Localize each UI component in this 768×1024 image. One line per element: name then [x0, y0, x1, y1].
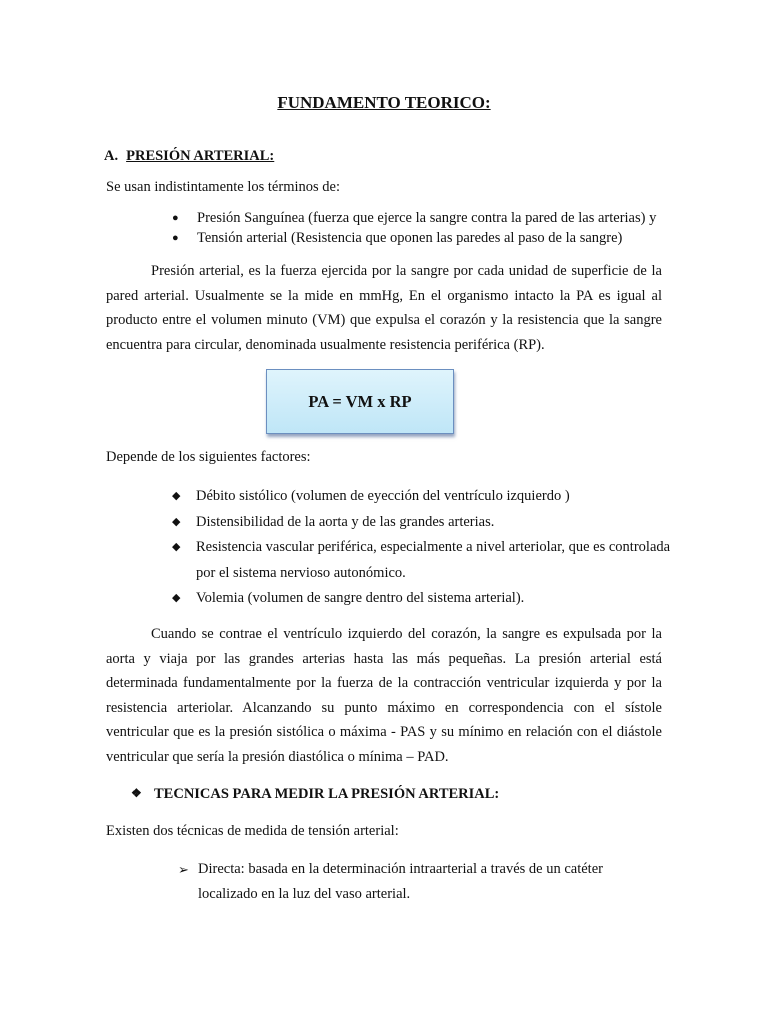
list-item — [172, 586, 672, 612]
paragraph-text: Cuando se contrae el ventrículo izquierdo del corazón, la sangre es expulsada por la aorta y viaja por las grandes arterias hasta las más pequeñas. La presión arterial está determinada fundamentalmente por la fuerza de la contracción ventricular izquierda y por la resistencia arteriolar. Alcanzando su punto máximo en correspondencia con el sístole ventricular que es la presión sistólica o máxima - PAS y su mínimo en relación con el diástole ventricular que sería la presión diastólica o mínima – PAD. — [106, 626, 662, 765]
bullet-dot-icon: ● — [172, 212, 179, 224]
diamond-bullet-icon: ◆ — [172, 541, 181, 554]
factor-text: Volemia (volumen de sangre dentro del sistema arterial). — [196, 590, 525, 607]
diamond-bullet-icon: ◆ — [172, 490, 181, 502]
paragraph-contraction — [106, 622, 662, 769]
section-a-heading — [104, 148, 274, 165]
list-item — [172, 535, 672, 586]
factors-intro: Depende de los siguientes factores: — [106, 449, 311, 465]
techniques-intro: Existen dos técnicas de medida de tensión arterial: — [106, 823, 399, 839]
section-b-heading — [131, 786, 499, 803]
page-title: FUNDAMENTO TEORICO: — [277, 93, 491, 112]
list-item — [172, 228, 656, 248]
factors-list — [172, 484, 672, 612]
section-a-title: PRESIÓN ARTERIAL: — [126, 148, 275, 164]
list-item — [172, 484, 672, 510]
bullet-dot-icon: ● — [172, 232, 179, 244]
intro-text: Se usan indistintamente los términos de: — [106, 179, 340, 195]
technique-text: Directa: basada en la determinación intraarterial a través de un catéter localizado en la luz del vaso arterial. — [198, 861, 603, 902]
factor-text: Débito sistólico (volumen de eyección del ventrículo izquierdo ) — [196, 488, 570, 504]
list-item — [178, 857, 664, 907]
paragraph-definition — [106, 259, 662, 357]
four-diamond-star-icon: ❖ — [131, 786, 142, 800]
diamond-bullet-icon: ◆ — [172, 592, 181, 605]
term-text: Tensión arterial (Resistencia que oponen las paredes al paso de la sangre) — [197, 229, 623, 246]
formula-box: PA = VM x RP — [266, 369, 454, 434]
factor-text: Distensibilidad de la aorta y de las grandes arterias. — [196, 513, 495, 530]
list-item — [172, 208, 656, 228]
section-a-letter: A. — [104, 148, 119, 164]
diamond-bullet-icon: ◆ — [172, 515, 181, 528]
factor-text: Resistencia vascular periférica, especialmente a nivel arteriolar, que es controlada por el sistema nervioso autonómico. — [196, 539, 671, 581]
arrowhead-icon: ➢ — [178, 862, 189, 877]
list-item — [172, 510, 672, 536]
section-b-title: TECNICAS PARA MEDIR LA PRESIÓN ARTERIAL: — [154, 786, 500, 802]
term-text: Presión Sanguínea (fuerza que ejerce la sangre contra la pared de las arterias) y — [197, 209, 657, 226]
terms-list — [172, 208, 656, 248]
paragraph-text: Presión arterial, es la fuerza ejercida por la sangre por cada unidad de superficie de la pared arterial. Usualmente se la mide en mmHg, En el organismo intacto la PA es igual al producto entre el volumen minuto (VM) que expulsa el corazón y la resistencia que la sangre encuentra para circular, denominada usualmente resistencia periférica (RP). — [106, 263, 662, 353]
techniques-list — [178, 857, 664, 907]
